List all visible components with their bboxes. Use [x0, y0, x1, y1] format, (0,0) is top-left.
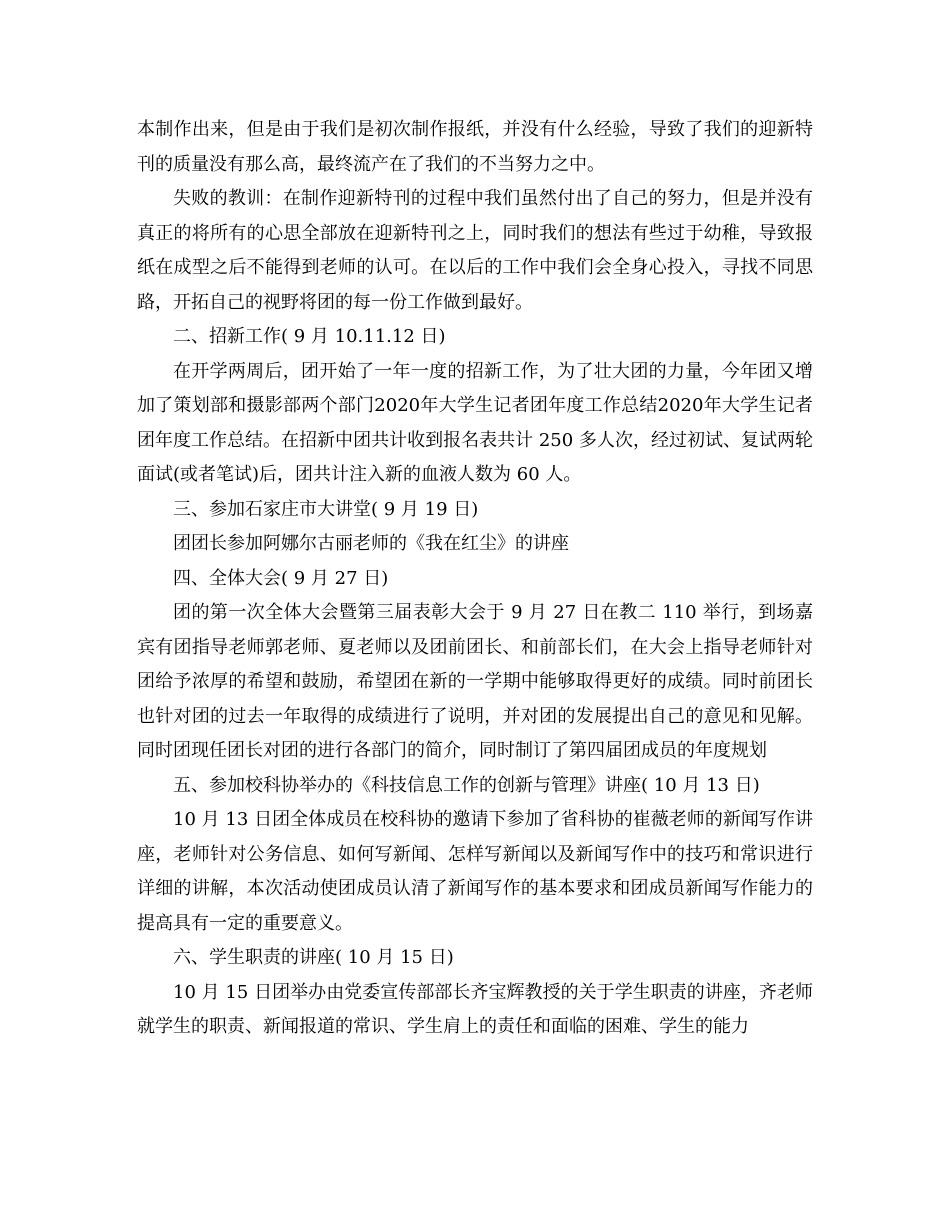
paragraph-general-assembly: 团的第一次全体大会暨第三届表彰大会于 9 月 27 日在教二 110 举行，到场嘉宾有团指导老师郭老师、夏老师以及团前团长、和前部长们，在大会上指导老师针对团给予浓厚的希望和鼓励，希望团在新的一学期中能够取得更好的成绩。同时前团长也针对团的过去一年取得的成绩进行了说明，并对团的发展提出自己的意见和见解。同时团现任团长对团的进行各部门的简介，同时制订了第四届团成员的年度规划: [137, 602, 813, 761]
section-heading-recruitment: 二、招新工作( 9 月 10.11.12 日): [173, 326, 446, 347]
section-heading-science-lecture: 五、参加校科协举办的《科技信息工作的创新与管理》讲座( 10 月 13 日): [173, 774, 760, 796]
paragraph-lecture-hall: 团团长参加阿娜尔古丽老师的《我在红尘》的讲座: [173, 533, 569, 554]
paragraph-lessons: 失败的教训：在制作迎新特刊的过程中我们虽然付出了自己的努力，但是并没有真正的将所有的心思全部放在迎新特刊之上，同时我们的想法有些过于幼稚，导致报纸在成型之后不能得到老师的认可。在以后的工作中我们会全身心投入，寻找不同思路，开拓自己的视野将团的每一份工作做到最好。: [137, 188, 813, 313]
paragraph-student-duty: 10 月 15 日团举办由党委宣传部部长齐宝辉教授的关于学生职责的讲座，齐老师就学生的职责、新闻报道的常识、学生肩上的责任和面临的困难、学生的能力: [137, 981, 813, 1037]
paragraph-science-lecture: 10 月 13 日团全体成员在校科协的邀请下参加了省科协的崔薇老师的新闻写作讲座，老师针对公务信息、如何写新闻、怎样写新闻以及新闻写作中的技巧和常识进行详细的讲解，本次活动使团成员认清了新闻写作的基本要求和团成员新闻写作能力的提高具有一定的重要意义。: [137, 809, 813, 934]
document-body: [137, 113, 813, 1045]
section-heading-general-assembly: 四、全体大会( 9 月 27 日): [173, 567, 389, 589]
paragraph-continuation: 本制作出来，但是由于我们是初次制作报纸，并没有什么经验，导致了我们的迎新特刊的质量没有那么高，最终流产在了我们的不当努力之中。: [137, 119, 813, 175]
section-heading-lecture-hall: 三、参加石家庄市大讲堂( 9 月 19 日): [173, 498, 479, 520]
section-heading-student-duty: 六、学生职责的讲座( 10 月 15 日): [173, 947, 454, 968]
paragraph-recruitment: 在开学两周后，团开始了一年一度的招新工作，为了壮大团的力量，今年团又增加了策划部和摄影部两个部门2020年大学生记者团年度工作总结2020年大学生记者团年度工作总结。在招新中团共计收到报名表共计 250 多人次，经过初试、复试两轮面试(或者笔试)后，团共计注入新的血液人数为 60 人。: [137, 360, 813, 485]
